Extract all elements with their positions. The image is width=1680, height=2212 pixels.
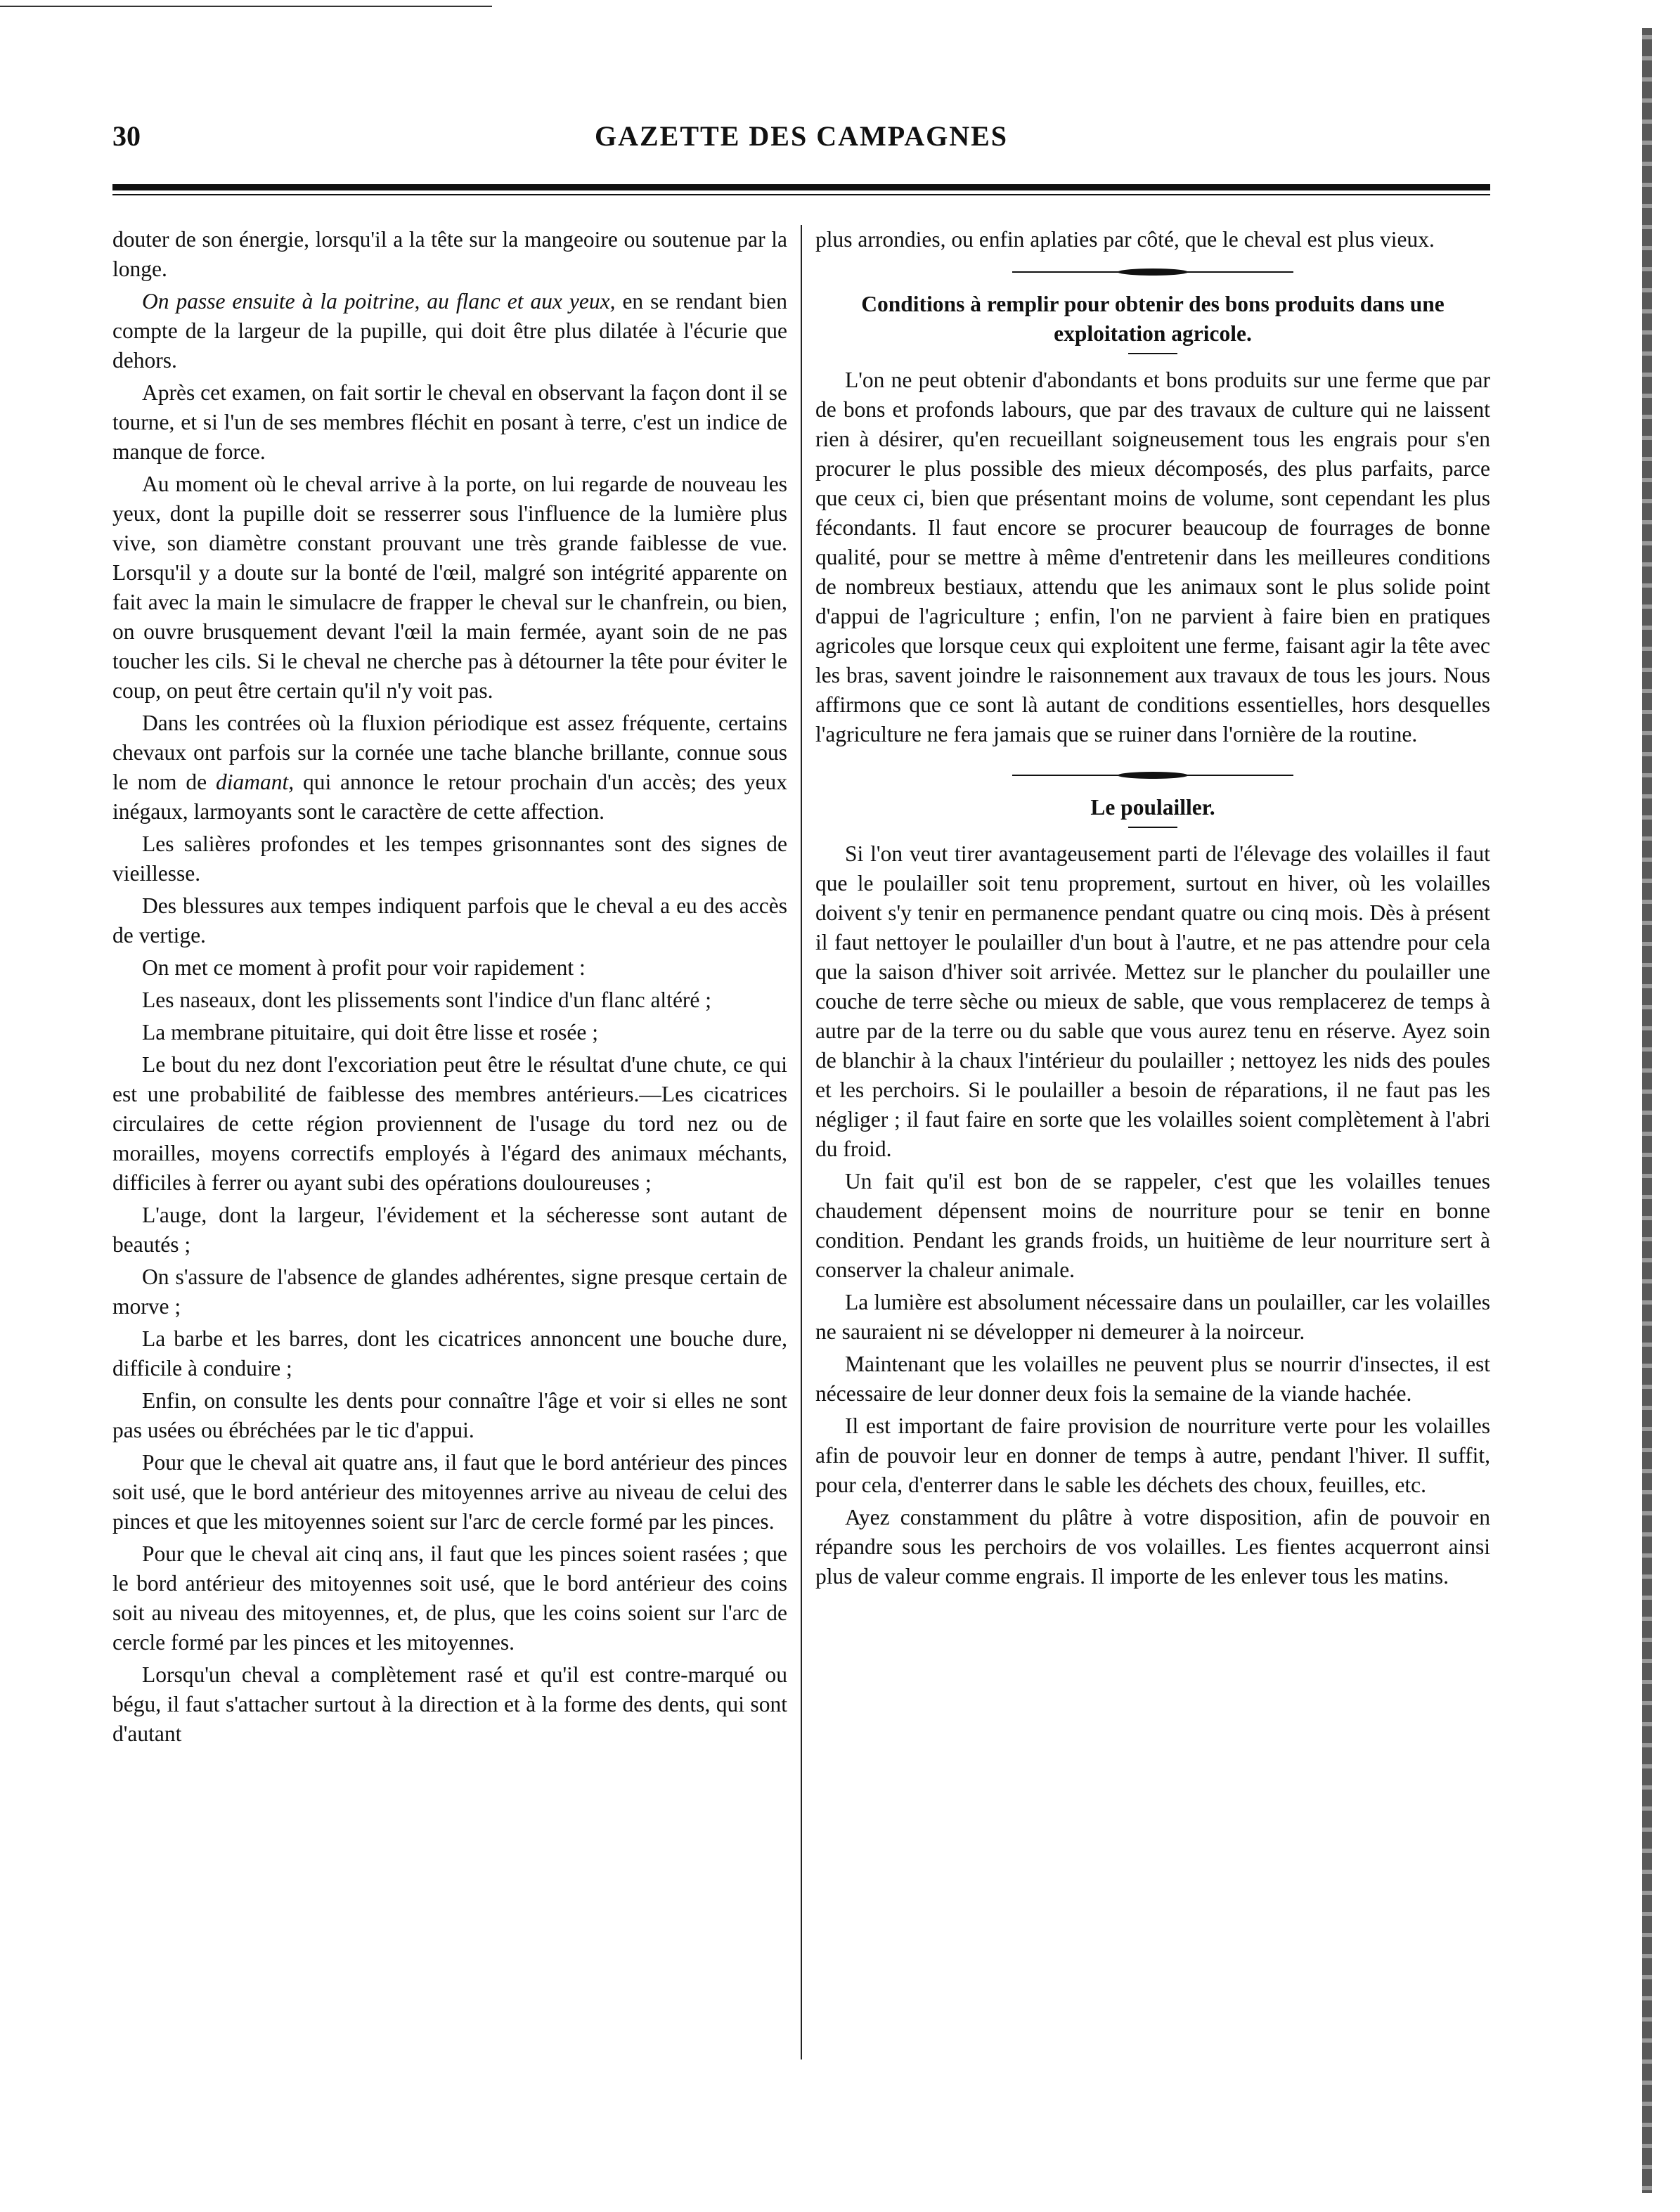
page-number: 30 [112, 120, 141, 152]
scan-binding-edge [1642, 28, 1652, 2193]
paragraph: Pour que le cheval ait cinq ans, il faut que les pinces soient rasées ; que le bord antérieur des mitoyennes soit usé, que le bord antérieur des coins soit au niveau des mitoyennes, et, de plus, que les coins soient sur l'arc de cercle formé par les pinces et les mitoyennes. [112, 1541, 787, 1655]
title-separator [1128, 827, 1177, 828]
paragraph-text: Dans les contrées où la fluxion périodique est assez fréquente, certains chevaux ont parfois sur la cornée une tache blanche brillante, connue sous le nom de [112, 711, 787, 794]
page-header [112, 119, 1490, 162]
italic-term: diamant, [215, 770, 295, 794]
paragraph: douter de son énergie, lorsqu'il a la tête sur la mangeoire ou soutenue par la longe. [112, 227, 787, 281]
paragraph: plus arrondies, ou enfin aplaties par côté, que le cheval est plus vieux. [815, 227, 1435, 252]
paragraph: L'auge, dont la largeur, l'évidement et la sécheresse sont autant de beautés ; [112, 1203, 787, 1257]
paragraph-text: en se rendant bien compte de la largeur de la pupille, qui doit être plus dilatée à l'écurie que dehors. [112, 289, 787, 373]
paragraph: La barbe et les barres, dont les cicatrices annoncent une bouche dure, difficile à conduire ; [112, 1326, 787, 1380]
paragraph: On s'assure de l'absence de glandes adhérentes, signe presque certain de morve ; [112, 1265, 787, 1319]
right-column [815, 225, 1490, 1594]
header-rule-thin [112, 194, 1490, 195]
paragraph: Si l'on veut tirer avantageusement parti de l'élevage des volailles il faut que le poulailler soit tenu proprement, surtout en hiver, où les volailles doivent s'y tenir en permanence pendant quatre ou cinq mois. Dès à présent il faut nettoyer le poulailler d'un bout à l'autre, et ne pas attendre pour cela que la saison d'hiver soit arrivée. Mettez sur le plancher du poulailler une couche de terre sèche ou mieux de sable, que vous remplacerez de temps à autre par de la terre ou du sable que vous aurez tenu en réserve. Ayez soin de blanchir à la chaux l'intérieur du poulailler ; nettoyez les nids des poules et les perchoirs. Si le poulailler a besoin de réparations, il ne faut pas les négliger ; il faut faire en sorte que les volailles soient complètement à l'abri du froid. [815, 841, 1490, 1161]
italic-lead: On passe ensuite à la poitrine, au flanc et aux yeux, [142, 289, 616, 313]
paragraph: Après cet examen, on fait sortir le cheval en observant la façon dont il se tourne, et si l'un de ses membres fléchit en posant à terre, c'est un indice de manque de force. [112, 380, 787, 464]
paragraph: Un fait qu'il est bon de se rappeler, c'est que les volailles tenues chaudement dépensent moins de nourriture pour se tenir en bonne condition. Pendant les grands froids, un huitième de leur nourriture sert à conserver la chaleur animale. [815, 1169, 1490, 1282]
paragraph: La membrane pituitaire, qui doit être lisse et rosée ; [142, 1020, 599, 1044]
top-edge-rule [0, 6, 492, 7]
paragraph: Il est important de faire provision de nourriture verte pour les volailles afin de pouvoir leur en donner de temps à autre, pendant l'hiver. Il suffit, pour cela, d'enterrer dans le sable les déchets des choux, feuilles, etc. [815, 1414, 1490, 1497]
paragraph: Les salières profondes et les tempes grisonnantes sont des signes de vieillesse. [112, 832, 787, 886]
header-rule-thick [112, 184, 1490, 190]
section-title-poulailler: Le poulailler. [1090, 795, 1215, 820]
ornament-swell [1118, 269, 1188, 276]
ornament-swell [1118, 772, 1188, 779]
paragraph: Le bout du nez dont l'excoriation peut être le résultat d'une chute, ce qui est une probabilité de faiblesse des membres antérieurs.—Les cicatrices circulaires de cette région proviennent de l'usage du tord nez ou de morailles, moyens correctifs employés à l'égard des animaux méchants, difficiles à ferrer ou ayant subi des opérations douloureuses ; [112, 1052, 787, 1195]
paragraph: Des blessures aux tempes indiquent parfois que le cheval a eu des accès de vertige. [112, 893, 787, 947]
paragraph: L'on ne peut obtenir d'abondants et bons produits sur une ferme que par de bons et profonds labours, que par des travaux de culture qui ne laissent rien à désirer, qu'en recueillant soigneusement tous les engrais pour s'en procurer le plus possible des mieux décomposés, des plus parfaits, parce que ceux ci, bien que présentant moins de volume, sont cependant les plus fécondants. Il faut encore se procurer beaucoup de fourrages de bonne qualité, pour se mettre à même d'entretenir dans les meilleures conditions de nombreux bestiaux, attendu que les animaux sont le plus solide point d'appui de l'agriculture ; enfin, l'on ne parvient à faire bien en pratiques agricoles que lorsque ceux qui exploitent une ferme, faisant agir la tête avec les bras, savent joindre le raisonnement aux travaux de tous les jours. Nous affirmons que ce sont là autant de conditions essentielles, hors desquelles l'agriculture ne fera jamais que se ruiner dans l'ornière de la routine. [815, 368, 1490, 746]
section-ornament [815, 765, 1490, 786]
paragraph: Pour que le cheval ait quatre ans, il faut que le bord antérieur des pinces soit usé, que le bord antérieur des mitoyennes arrive au niveau de celui des pinces et que les mitoyennes soient sur l'arc de cercle formé par les pinces. [112, 1450, 787, 1534]
section-title-conditions: Conditions à remplir pour obtenir des bons produits dans une exploitation agricole. [861, 292, 1445, 346]
paragraph [112, 709, 787, 827]
paragraph-text: qui annonce le retour prochain d'un accès; des yeux inégaux, larmoyants sont le caractère de cette affection. [112, 770, 788, 824]
paragraph: Au moment où le cheval arrive à la porte, on lui regarde de nouveau les yeux, dont la pupille doit se resserrer sous l'influence de la lumière plus vive, son diamètre constant prouvant une très grande faiblesse de vue. Lorsqu'il y a doute sur la bonté de l'œil, malgré son intégrité apparente on fait avec la main le simulacre de frapper le cheval sur le chanfrein, ou bien, on ouvre brusquement devant l'œil la main fermée, ayant soin de ne pas toucher les cils. Si le cheval ne cherche pas à détourner la tête pour éviter le coup, on peut être certain qu'il n'y voit pas. [112, 472, 787, 703]
paragraph: La lumière est absolument nécessaire dans un poulailler, car les volailles ne sauraient ni se développer ni demeurer à la noirceur. [815, 1290, 1490, 1344]
paragraph: Ayez constamment du plâtre à votre disposition, afin de pouvoir en répandre sous les perchoirs de vos volailles. Les fientes acquerront ainsi plus de valeur comme engrais. Il importe de les enlever tous les matins. [815, 1505, 1490, 1589]
section-ornament [815, 261, 1490, 283]
paragraph: Enfin, on consulte les dents pour connaître l'âge et voir si elles ne sont pas usées ou ébréchées par le tic d'appui. [112, 1388, 787, 1442]
paragraph: On met ce moment à profit pour voir rapidement : [142, 955, 586, 980]
paragraph: Les naseaux, dont les plissements sont l'indice d'un flanc altéré ; [142, 988, 712, 1012]
paragraph [112, 287, 787, 375]
column-divider [801, 225, 802, 2059]
paragraph: Lorsqu'un cheval a complètement rasé et qu'il est contre-marqué ou bégu, il faut s'attacher surtout à la direction et à la forme des dents, qui sont d'autant [112, 1662, 787, 1746]
title-separator [1128, 353, 1177, 354]
paragraph: Maintenant que les volailles ne peuvent plus se nourrir d'insectes, il est nécessaire de leur donner deux fois la semaine de la viande hachée. [815, 1352, 1490, 1406]
journal-title: GAZETTE DES CAMPAGNES [594, 120, 1008, 152]
left-column [112, 225, 787, 1752]
